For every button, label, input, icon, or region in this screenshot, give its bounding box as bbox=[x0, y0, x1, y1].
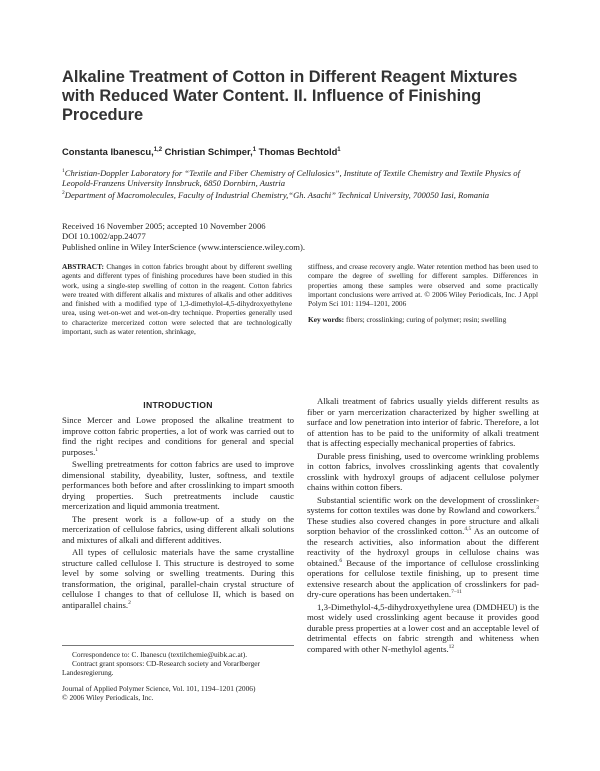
journal-info bbox=[62, 684, 294, 702]
grant-note: Contract grant sponsors: CD-Research society and Vorarlberger Landesregierung. bbox=[62, 659, 261, 678]
affiliations bbox=[62, 166, 542, 201]
paragraph: Substantial scientific work on the development of crosslinker-systems for cotton textiles was done by Rowland and coworkers.$^3$ These studies also covered changes in pore structure and alkali sorption behavior of the crosslinked cotton.$^{4,5}$ As an outcome of the research activities, also information about the different reactivity of the hydroxyl groups in cellulose chains was obtained.$^6$ Because of the importance of cellulose crosslinking operations for cellulose textile finishing, up to present time extensive research about the application of crosslinkers for pad-dry-cure operations has been undertaken.$^{7-11}$ bbox=[307, 494, 540, 599]
paragraph: Since Mercer and Lowe proposed the alkaline treatment to improve cotton fabric properties, a lot of work was carried out to find the right recipes and conditions for general and special purposes.$^1$ bbox=[62, 415, 294, 457]
abstract bbox=[62, 262, 538, 352]
abstract-heading: ABSTRACT: bbox=[62, 262, 104, 271]
abstract-right-column bbox=[308, 262, 538, 325]
author-name: Constanta Ibanescu, bbox=[62, 146, 154, 157]
paragraph: Swelling pretreatments for cotton fabrics are used to improve dimensional stability, dyeability, luster, softness, and textile performances both before and after crosslinking to impart smooth drying properties. Such pretreatments include caustic mercerization and liquid ammonia treatment. bbox=[62, 459, 294, 511]
section-heading-introduction: INTRODUCTION bbox=[143, 400, 213, 410]
keywords-heading: Key words: bbox=[308, 315, 345, 325]
received-date: Received 16 November 2005; accepted 10 November 2006 bbox=[62, 221, 266, 231]
paragraph: Alkali treatment of fabrics usually yields different results as fiber or yarn mercerization characterized by higher swelling at surface and low penetration into interior of fabric. Therefore, a lot of attention has to be paid to the uniformity of alkali treatment that is affecting especially mechanical properties of fabrics. bbox=[307, 396, 539, 448]
right-column-body bbox=[307, 396, 539, 654]
publication-dates bbox=[62, 221, 542, 252]
affiliation bbox=[62, 166, 542, 188]
abstract-left-column bbox=[62, 262, 292, 336]
footnotes bbox=[62, 650, 294, 678]
keywords bbox=[308, 315, 538, 324]
author-name: Christian Schimper, bbox=[164, 146, 253, 157]
affiliation bbox=[62, 188, 542, 200]
affiliation-mark: 1 bbox=[62, 168, 65, 174]
author-list bbox=[62, 146, 542, 157]
affiliation-mark: 2 bbox=[62, 190, 65, 197]
abstract-text: Changes in cotton fabrics brought about by different swelling agents and different types of finishing procedures have been studied in this work, using a single-step swelling of cotton in the reagent. Cotton fabrics were treated with different alkalis and mixtures of alkalis and other additives and finished with a modified type of 1,3-dimethylol-4,5-dihydroxyethylene urea, using wet-on-wet and wet-on-dry technique. Properties generally used to characterize mercerized cotton were selected that are technologically important, such as water retention, shrinkage, bbox=[62, 262, 292, 337]
left-column-body bbox=[62, 415, 294, 610]
copyright-notice: © 2006 Wiley Periodicals, Inc. bbox=[62, 693, 154, 703]
paragraph: The present work is a follow-up of a study on the mercerization of cellulose fabrics, using different alkali solutions and mixtures of alkali and different additives. bbox=[62, 513, 294, 545]
correspondence-note: Correspondence to: C. Ibanescu (textilchemie@uibk.ac.at). bbox=[72, 650, 248, 659]
affiliation-text: Department of Macromolecules, Faculty of Industrial Chemistry,“Gh. Asachi” Technical University, 700050 Iasi, Romania bbox=[64, 190, 490, 201]
author-affil-mark: 1 bbox=[252, 146, 257, 153]
article-title: Alkaline Treatment of Cotton in Different Reagent Mixtures with Reduced Water Content. II. Influence of Finishing Procedure bbox=[62, 68, 518, 124]
author-affil-mark: 1,2 bbox=[153, 146, 163, 153]
footnote-divider bbox=[62, 645, 294, 646]
affiliation-text: Christian-Doppler Laboratory for “Textile and Fiber Chemistry of Cellulosics”, Institute of Textile Chemistry and Textile Physics of Leopold-Franzens University Innsbruck, 6850 Dornbirn, Austria bbox=[62, 167, 520, 189]
online-notice: Published online in Wiley InterScience (www.interscience.wiley.com). bbox=[62, 241, 305, 252]
keywords-text: fibers; crosslinking; curing of polymer; resin; swelling bbox=[345, 315, 507, 325]
paragraph: All types of cellulosic materials have the same crystalline structure called cellulose I. This structure is destroyed to some level by some solving or swelling treatments. During this transformation, the original, parallel-chain crystal structure of cellulose I changes to that of cellulose II, which is based on antiparallel chains.$^2$ bbox=[62, 547, 294, 610]
doi: DOI 10.1002/app.24077 bbox=[62, 231, 146, 242]
journal-citation: Journal of Applied Polymer Science, Vol. 101, 1194–1201 (2006) bbox=[62, 684, 256, 693]
author-affil-mark: 1 bbox=[337, 146, 341, 153]
abstract-text-continued: stiffness, and crease recovery angle. Water retention method has been used to compare the degree of swelling for different samples. Differences in properties among these samples were observed and some practically important conclusions were arrived at. © 2006 Wiley Periodicals, Inc. J Appl Polym Sci 101: 1194–1201, 2006 bbox=[308, 262, 538, 309]
paragraph: 1,3-Dimethylol-4,5-dihydroxyethylene urea (DMDHEU) is the most widely used crosslinking agent because it provides good durable press properties at a lower cost and an acceptable level of detrimental effects on fabric strength and whiteness when compared with other N-methylol agents.$^{12}$ bbox=[307, 601, 539, 654]
author-name: Thomas Bechtold bbox=[258, 146, 338, 157]
paragraph: Durable press finishing, used to overcome wrinkling problems in cotton fabrics, involves crosslinking agents that covalently crosslink with hydroxyl groups of adjacent cellulose polymer chains within cotton fibers. bbox=[307, 450, 539, 492]
